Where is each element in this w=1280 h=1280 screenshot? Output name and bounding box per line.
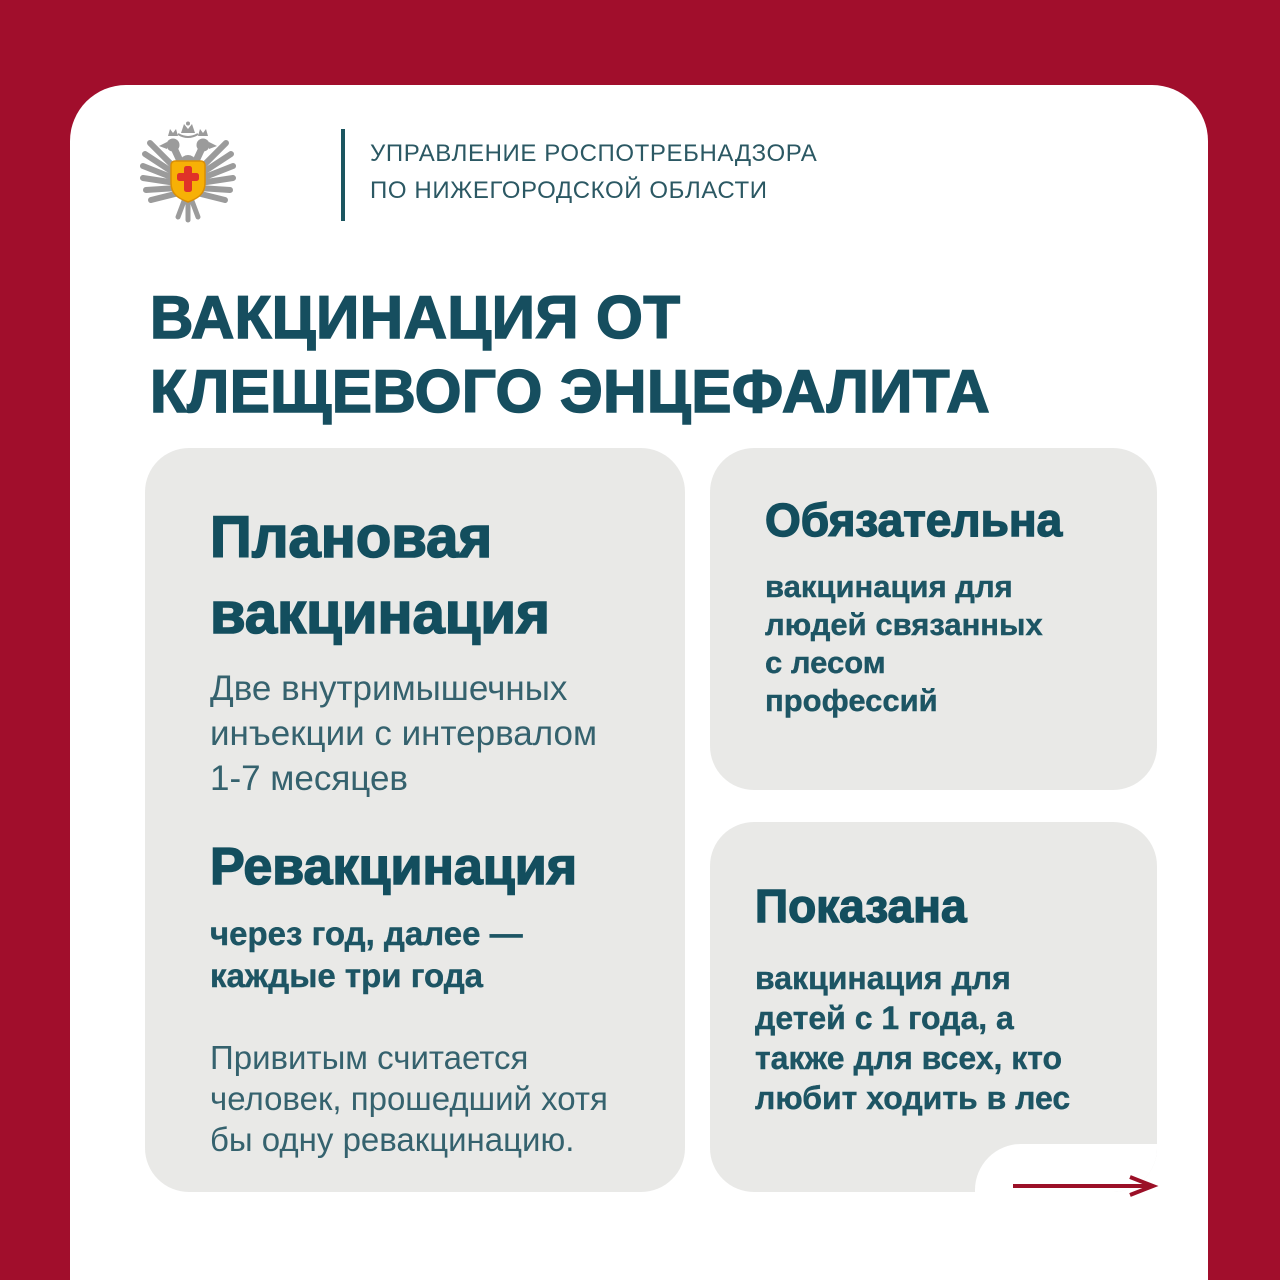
page-title-line1: ВАКЦИНАЦИЯ ОТ: [150, 284, 681, 351]
planned-body-line1: Две внутримышечных: [210, 669, 568, 708]
revaccination-note-line1: Привитым считается: [210, 1039, 529, 1076]
planned-body: [210, 666, 647, 801]
mandatory-body-line4: профессий: [765, 683, 938, 718]
planned-body-line3: 1-7 месяцев: [210, 759, 409, 798]
panel-planned-vaccination: [145, 448, 685, 1192]
org-name-line1: УПРАВЛЕНИЕ РОСПОТРЕБНАДЗОРА: [370, 140, 818, 167]
page-title-line2: КЛЕЩЕВОГО ЭНЦЕФАЛИТА: [150, 358, 991, 425]
poster-card: [70, 85, 1208, 1280]
planned-heading: [210, 500, 647, 652]
org-name-line2: ПО НИЖЕГОРОДСКОЙ ОБЛАСТИ: [370, 177, 768, 204]
indicated-body-line2: детей с 1 года, а: [755, 1000, 1014, 1036]
revaccination-note-line3: бы одну ревакцинацию.: [210, 1121, 575, 1158]
mandatory-heading: Обязательна: [765, 494, 1063, 546]
planned-heading-line1: Плановая: [210, 505, 493, 570]
revaccination-heading: Ревакцинация: [210, 838, 578, 896]
revaccination-schedule-line2: каждые три года: [210, 957, 484, 994]
mandatory-body: [765, 568, 1129, 720]
org-name: [370, 135, 817, 209]
page-title: [150, 281, 990, 429]
revaccination-schedule-line1: через год, далее —: [210, 915, 523, 952]
revaccination-note-line2: человек, прошедший хотя: [210, 1080, 608, 1117]
revaccination-note: [210, 1037, 647, 1160]
panel-indicated: [710, 822, 1157, 1192]
panel-mandatory: [710, 448, 1157, 790]
planned-body-line2: инъекции с интервалом: [210, 714, 598, 753]
arrow-right-icon: [1010, 1174, 1160, 1198]
mandatory-body-line3: с лесом: [765, 645, 886, 680]
mandatory-body-line2: людей связанных: [765, 607, 1043, 642]
indicated-body-line1: вакцинация для: [755, 960, 1011, 996]
indicated-body: [755, 958, 1129, 1118]
rospotrebnadzor-emblem-icon: [140, 121, 236, 225]
indicated-heading: Показана: [755, 880, 967, 932]
planned-heading-line2: вакцинация: [210, 581, 550, 646]
indicated-body-line3: также для всех, кто: [755, 1040, 1063, 1076]
header-divider: [341, 129, 345, 221]
indicated-body-line4: любит ходить в лес: [755, 1080, 1071, 1116]
mandatory-body-line1: вакцинация для: [765, 569, 1013, 604]
revaccination-schedule: [210, 913, 647, 997]
